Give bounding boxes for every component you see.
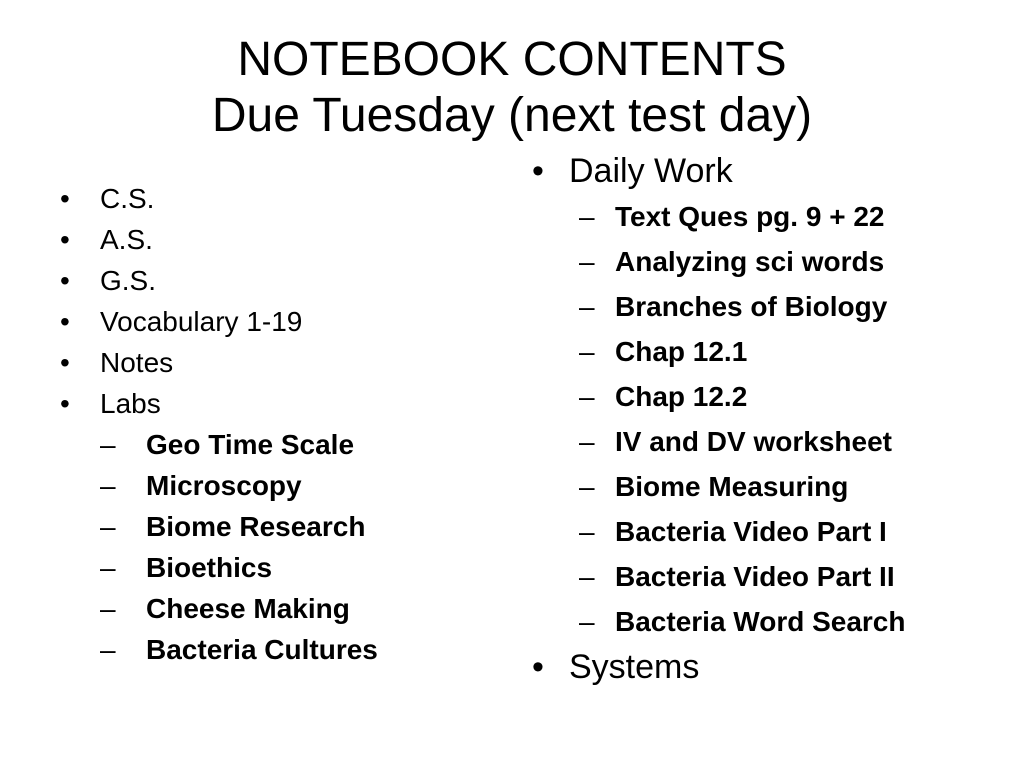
list-item: [60, 301, 500, 342]
sublist-item-label: Chap 12.2: [615, 381, 748, 412]
list-item: [60, 260, 500, 301]
dash-icon: –: [579, 606, 595, 637]
list-item-label: G.S.: [100, 265, 157, 296]
list-item-label: Systems: [569, 648, 700, 686]
sublist-item: [579, 329, 1012, 374]
sublist-item-label: Text Ques pg. 9 + 22: [615, 201, 885, 232]
sublist-item: [579, 239, 1012, 284]
labs-sublist: [60, 424, 500, 670]
sublist-item-label: Geo Time Scale: [146, 429, 355, 460]
dash-icon: –: [100, 511, 116, 542]
sublist-item-label: Bacteria Video Part II: [615, 561, 895, 592]
sublist-item: [100, 506, 500, 547]
left-column-list: [60, 178, 500, 670]
dash-icon: –: [579, 426, 595, 457]
sublist-item-label: Analyzing sci words: [615, 246, 885, 277]
sublist-item: [100, 424, 500, 465]
sublist-item-label: Branches of Biology: [615, 291, 888, 322]
list-item-daily-work: [532, 148, 1012, 644]
list-item-label: C.S.: [100, 183, 155, 214]
sublist-item: [579, 599, 1012, 644]
sublist-item: [579, 284, 1012, 329]
dash-icon: –: [579, 516, 595, 547]
list-item-label: Daily Work: [569, 152, 733, 190]
bullet-icon: •: [60, 183, 70, 214]
sublist-item-label: Cheese Making: [146, 593, 350, 624]
dash-icon: –: [579, 246, 595, 277]
sublist-item: [579, 509, 1012, 554]
list-item: [60, 219, 500, 260]
list-item: [60, 342, 500, 383]
sublist-item-label: Bacteria Video Part I: [615, 516, 887, 547]
sublist-item-label: Bacteria Cultures: [146, 634, 378, 665]
title-line-1: NOTEBOOK CONTENTS: [237, 33, 787, 86]
sublist-item: [579, 419, 1012, 464]
list-item-label: Notes: [100, 347, 174, 378]
sublist-item: [100, 547, 500, 588]
sublist-item: [579, 554, 1012, 599]
dash-icon: –: [100, 634, 116, 665]
right-column-list: [532, 148, 1012, 690]
dash-icon: –: [579, 336, 595, 367]
sublist-item-label: Chap 12.1: [615, 336, 748, 367]
dash-icon: –: [579, 381, 595, 412]
bullet-icon: •: [60, 265, 70, 296]
sublist-item-label: Biome Measuring: [615, 471, 849, 502]
dash-icon: –: [579, 291, 595, 322]
list-item-systems: [532, 644, 1012, 690]
title-line-2: Due Tuesday (next test day): [211, 89, 813, 142]
sublist-item: [100, 588, 500, 629]
bullet-icon: •: [532, 152, 544, 190]
sublist-item-label: IV and DV worksheet: [615, 426, 892, 457]
dash-icon: –: [100, 429, 116, 460]
bullet-icon: •: [60, 347, 70, 378]
dash-icon: –: [579, 471, 595, 502]
sublist-item-label: Bacteria Word Search: [615, 606, 906, 637]
sublist-item: [579, 464, 1012, 509]
dash-icon: –: [100, 470, 116, 501]
daily-work-sublist: [532, 194, 1012, 644]
list-item-label: Labs: [100, 388, 161, 419]
list-item-label: Vocabulary 1-19: [100, 306, 303, 337]
page-title: [0, 32, 1024, 144]
list-item: [60, 178, 500, 219]
bullet-icon: •: [60, 388, 70, 419]
dash-icon: –: [579, 201, 595, 232]
sublist-item: [579, 194, 1012, 239]
bullet-icon: •: [60, 306, 70, 337]
list-item-labs: [60, 383, 500, 670]
list-item-label: A.S.: [100, 224, 153, 255]
sublist-item-label: Microscopy: [146, 470, 302, 501]
bullet-icon: •: [60, 224, 70, 255]
dash-icon: –: [100, 593, 116, 624]
sublist-item-label: Bioethics: [146, 552, 273, 583]
sublist-item: [100, 465, 500, 506]
bullet-icon: •: [532, 648, 544, 686]
sublist-item-label: Biome Research: [146, 511, 366, 542]
sublist-item: [100, 629, 500, 670]
dash-icon: –: [579, 561, 595, 592]
sublist-item: [579, 374, 1012, 419]
dash-icon: –: [100, 552, 116, 583]
